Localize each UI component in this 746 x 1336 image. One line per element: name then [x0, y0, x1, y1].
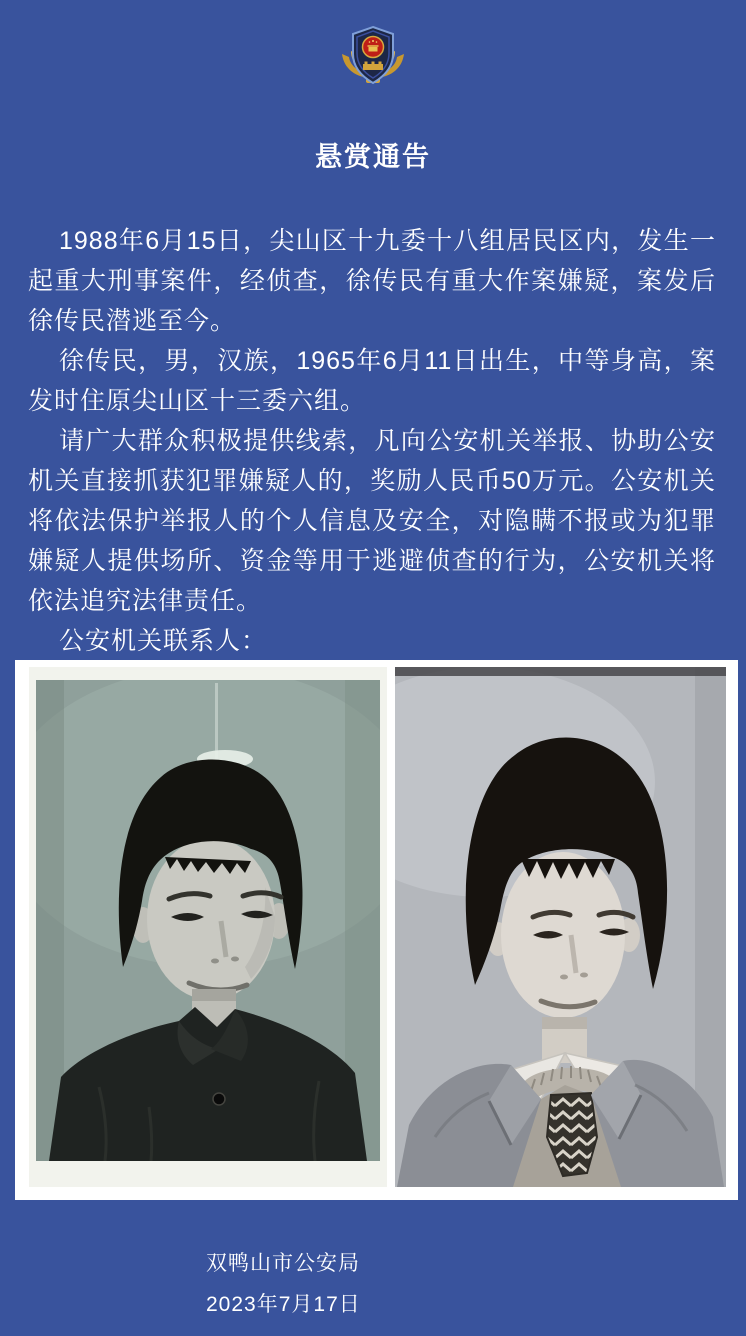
suspect-photo-left: [29, 667, 387, 1187]
police-badge-icon: [340, 21, 406, 91]
reward-info-paragraph: 请广大群众积极提供线索，凡向公安机关举报、协助公安机关直接抓获犯罪嫌疑人的，奖励人民币50万元。公安机关将依法保护举报人的个人信息及安全，对隐瞒不报或为犯罪嫌疑人提供场所、资金等用于逃避侦查的行为，公安机关将依法追究法律责任。: [28, 427, 716, 615]
contact-heading: 公安机关联系人：: [59, 627, 268, 655]
suspect-photo-panel: [15, 660, 738, 1200]
case-summary-paragraph: 1988年6月15日，尖山区十九委十八组居民区内，发生一起重大刑事案件，经侦查，徐传民有重大作案嫌疑，案发后徐传民潜逃至今。: [28, 227, 716, 335]
notice-title: 悬赏通告: [315, 142, 431, 172]
agency-name: 双鸭山市公安局: [206, 1252, 360, 1275]
suspect-photo-right: [395, 667, 726, 1187]
signature-block: [206, 1243, 361, 1325]
notice-date: 2023年7月17日: [206, 1293, 361, 1316]
suspect-info-paragraph: 徐传民，男，汉族，1965年6月11日出生，中等身高，案发时住原尖山区十三委六组。: [28, 347, 716, 415]
